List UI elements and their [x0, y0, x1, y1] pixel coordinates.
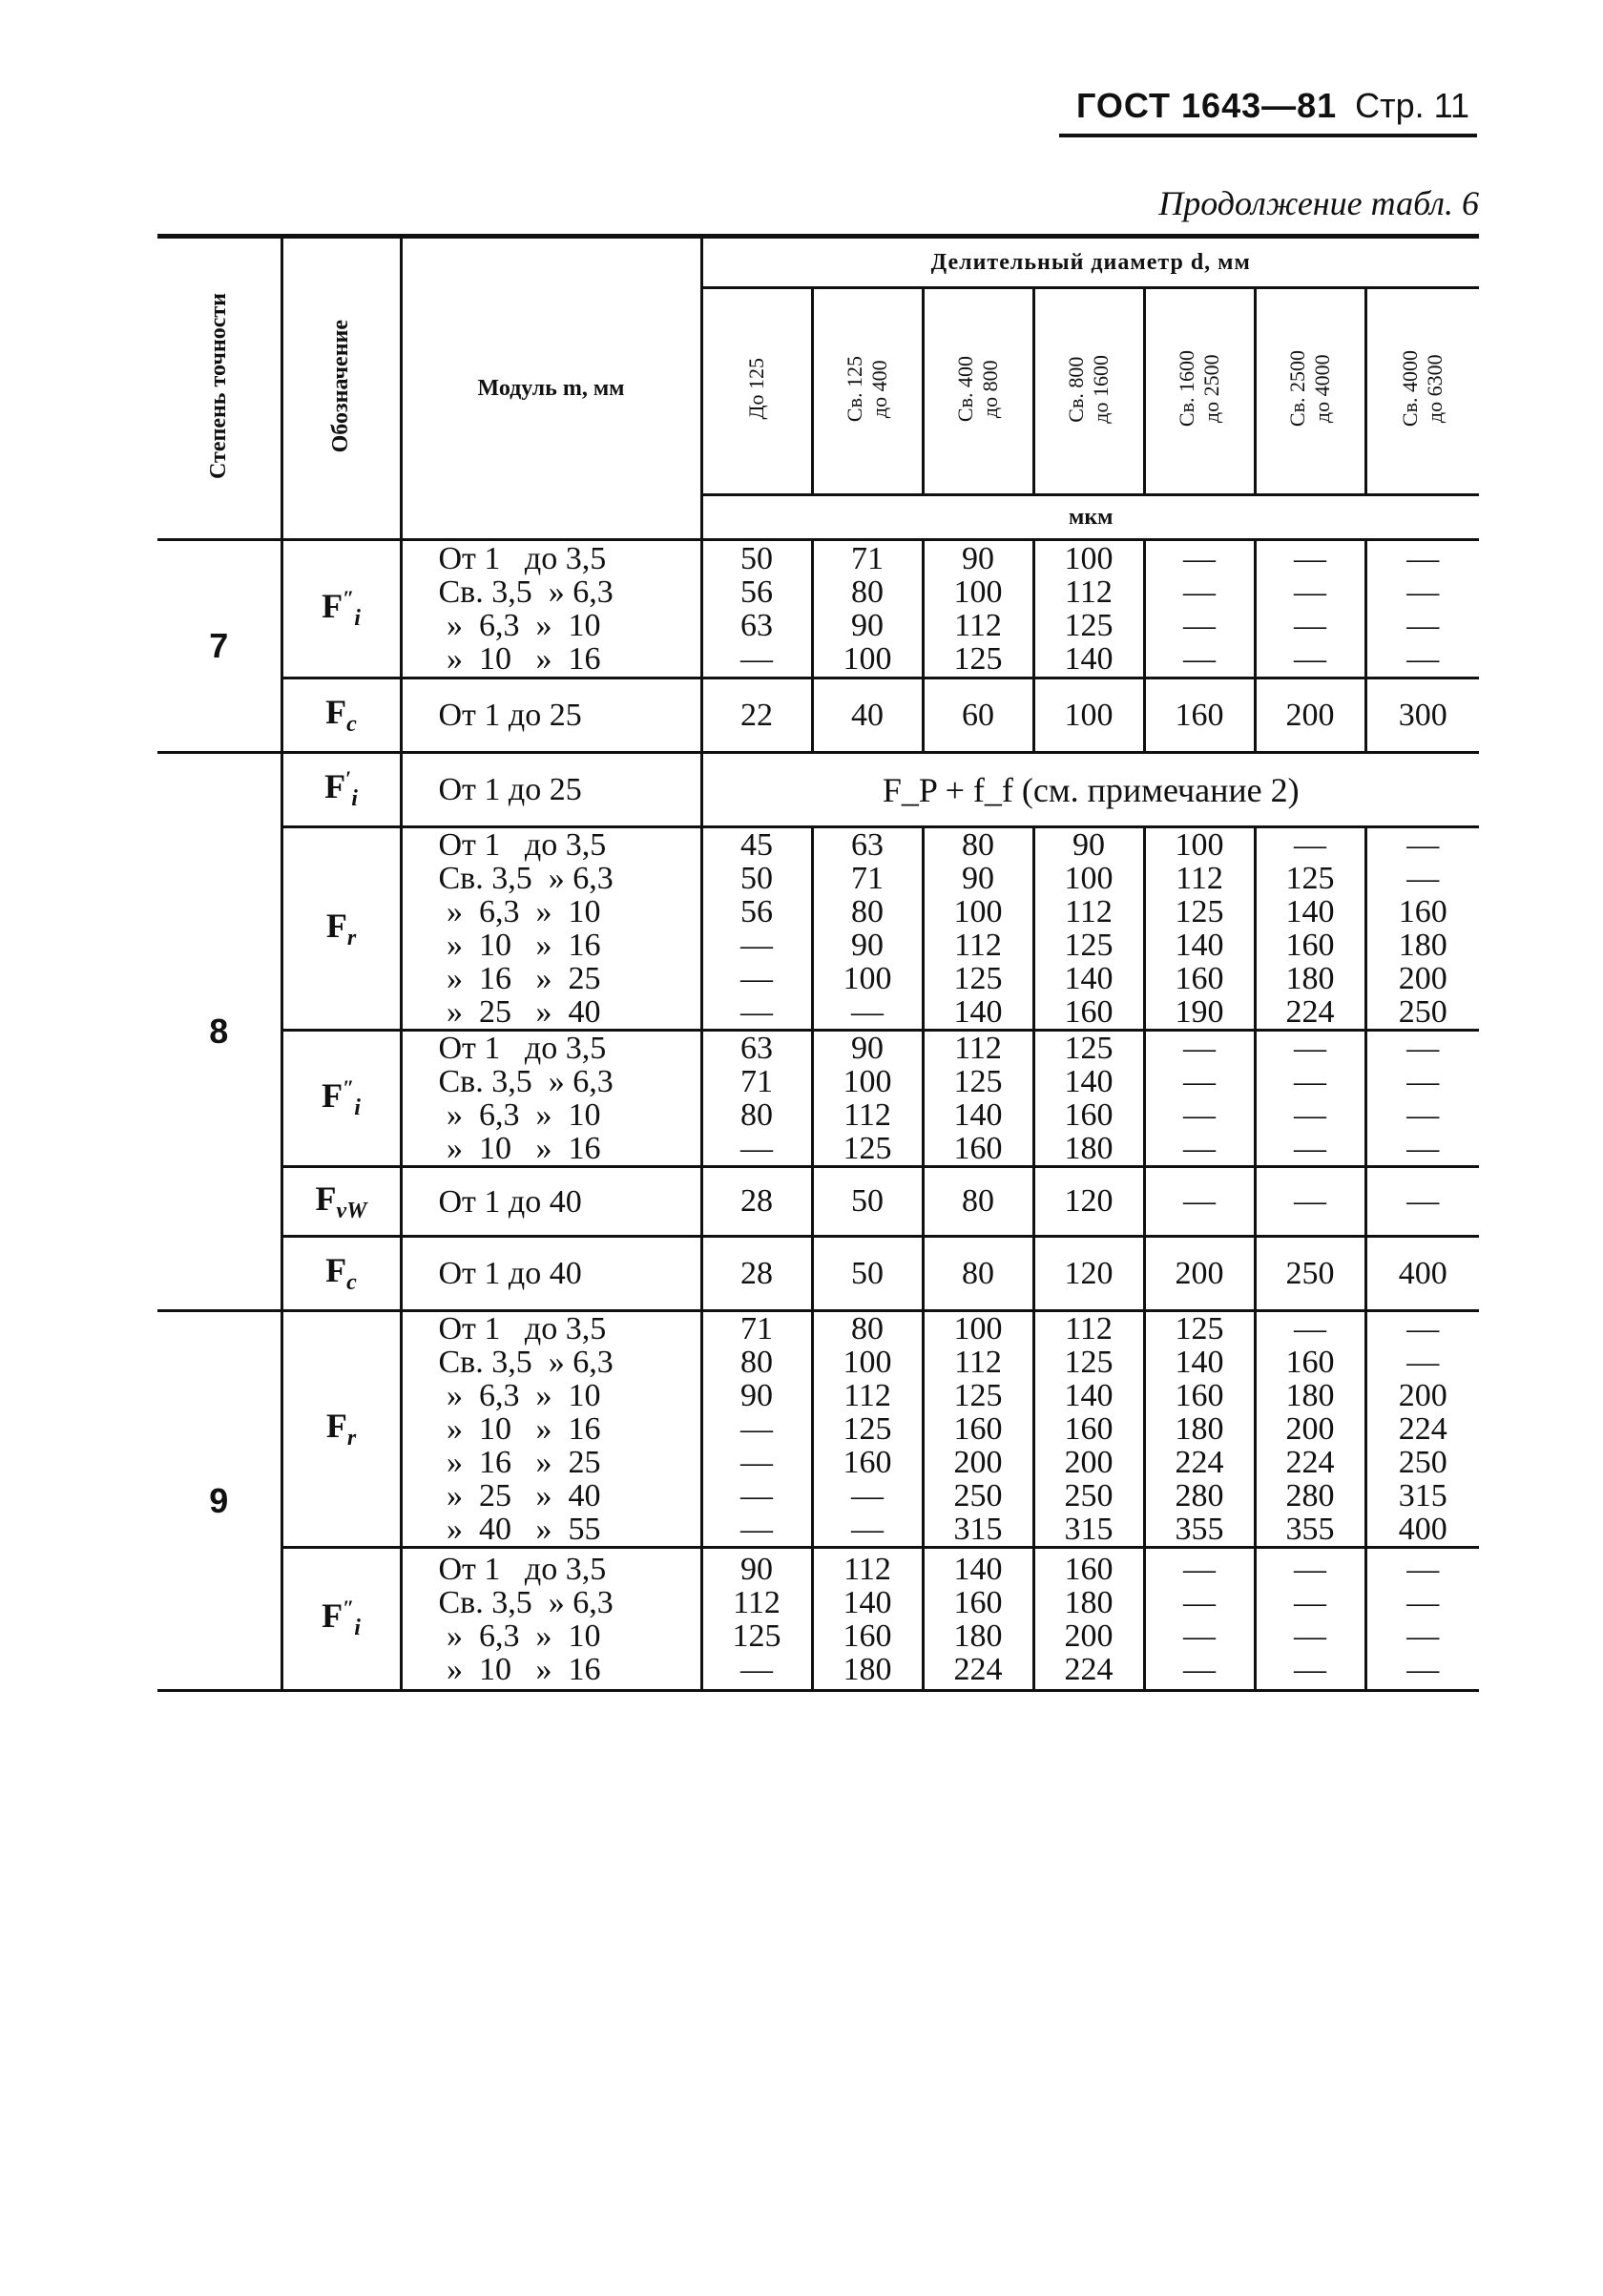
table-row — [157, 827, 1479, 1031]
grade-cell: 8 — [157, 753, 281, 1311]
value-cell: 40 — [812, 678, 923, 753]
module-cell: От 1 до 3,5 Св. 3,5 » 6,3 » 6,3 » 10 » 10 » 16 » 16 » 25 » 25 » 40 — [401, 827, 701, 1031]
symbol-subscript: i — [351, 786, 358, 812]
value-cell: 63 71 80 — — [701, 1031, 812, 1167]
value-cell: 112 140 160 180 — [812, 1548, 923, 1691]
value-cell: 120 — [1033, 1237, 1144, 1311]
symbol-base: F — [325, 906, 347, 945]
symbol-subscript: vW — [336, 1199, 367, 1224]
module-cell: От 1 до 3,5 Св. 3,5 » 6,3 » 6,3 » 10 » 10 » 16 — [401, 1548, 701, 1691]
value-cell: — 125 140 160 180 224 — [1255, 827, 1365, 1031]
symbol-base: F — [325, 1251, 347, 1290]
diameter-col-5: Св. 1600 до 2500 — [1144, 288, 1255, 495]
module-cell: От 1 до 3,5 Св. 3,5 » 6,3 » 6,3 » 10 » 10 » 16 — [401, 540, 701, 678]
symbol-base: F — [325, 1407, 347, 1446]
value-cell: 125 140 160 180 — [1033, 1031, 1144, 1167]
symbol-subscript: i — [354, 606, 361, 632]
module-cell: От 1 до 25 — [401, 678, 701, 753]
value-cell: 100 112 125 140 160 190 — [1144, 827, 1255, 1031]
symbol-base: F — [322, 586, 344, 625]
value-cell: 50 — [812, 1167, 923, 1237]
table-row — [157, 678, 1479, 753]
diameter-col-2: Св. 125 до 400 — [812, 288, 923, 495]
symbol-header: Обозначение — [281, 237, 401, 540]
value-cell: — — [1144, 1167, 1255, 1237]
symbol-cell — [281, 1237, 401, 1311]
value-cell: — — — — — [1144, 540, 1255, 678]
table-row — [157, 753, 1479, 827]
value-cell: 100 — [1033, 678, 1144, 753]
diameter-col-4: Св. 800 до 1600 — [1033, 288, 1144, 495]
symbol-subscript: r — [346, 926, 357, 951]
header-row — [157, 237, 1479, 288]
value-cell: — — [1365, 1167, 1479, 1237]
value-cell: — — 200 224 250 315 400 — [1365, 1311, 1479, 1548]
symbol-base: F — [322, 1075, 344, 1115]
value-cell: 100 112 125 160 200 250 315 — [923, 1311, 1033, 1548]
value-cell: 50 56 63 — — [701, 540, 812, 678]
symbol-subscript: i — [354, 1096, 361, 1121]
value-cell: 80 — [923, 1167, 1033, 1237]
value-cell: — — — — — [1255, 540, 1365, 678]
value-cell: 80 90 100 112 125 140 — [923, 827, 1033, 1031]
table-row — [157, 1031, 1479, 1167]
value-cell: 90 100 112 125 140 160 — [1033, 827, 1144, 1031]
value-cell: — 160 180 200 224 280 355 — [1255, 1311, 1365, 1548]
value-cell: — — — — — [1365, 540, 1479, 678]
value-cell: 300 — [1365, 678, 1479, 753]
table-row — [157, 1237, 1479, 1311]
table-row — [157, 1548, 1479, 1691]
table-row — [157, 540, 1479, 678]
value-cell: 80 — [923, 1237, 1033, 1311]
module-header: Модуль m, мм — [401, 237, 701, 540]
symbol-prime: ″ — [343, 1596, 355, 1620]
value-cell: 50 — [812, 1237, 923, 1311]
value-cell: 200 — [1255, 678, 1365, 753]
value-cell: — — — — — [1365, 1548, 1479, 1691]
units-label: мкм — [701, 495, 1479, 540]
symbol-cell — [281, 1167, 401, 1237]
value-cell: 112 125 140 160 — [923, 1031, 1033, 1167]
symbol-cell — [281, 1311, 401, 1548]
value-cell: 125 140 160 180 224 280 355 — [1144, 1311, 1255, 1548]
value-cell: 140 160 180 224 — [923, 1548, 1033, 1691]
value-cell: 80 100 112 125 160 — — — [812, 1311, 923, 1548]
grade-cell: 9 — [157, 1311, 281, 1691]
symbol-base: F — [324, 767, 346, 806]
value-cell: 90 100 112 125 — [923, 540, 1033, 678]
diameter-col-7: Св. 4000 до 6300 — [1398, 350, 1447, 428]
page-number: Стр. 11 — [1355, 86, 1469, 125]
table-caption: Продолжение табл. 6 — [1158, 184, 1479, 222]
value-cell: 71 80 90 100 — [812, 540, 923, 678]
symbol-subscript: c — [346, 1270, 357, 1296]
diameter-col-1: До 125 — [701, 288, 812, 495]
value-cell: — — [1255, 1167, 1365, 1237]
value-cell: — — — — — [1255, 1031, 1365, 1167]
value-cell: 60 — [923, 678, 1033, 753]
page-header — [1059, 76, 1477, 137]
value-cell: 22 — [701, 678, 812, 753]
symbol-cell — [281, 1548, 401, 1691]
value-cell: 100 112 125 140 — [1033, 540, 1144, 678]
grade-header: Степень точности — [157, 237, 281, 540]
symbol-cell — [281, 540, 401, 678]
symbol-prime: ″ — [343, 585, 355, 610]
module-cell: От 1 до 25 — [401, 753, 701, 827]
module-cell: От 1 до 3,5 Св. 3,5 » 6,3 » 6,3 » 10 » 10 » 16 » 16 » 25 » 25 » 40 » 40 » 55 — [401, 1311, 701, 1548]
standard-number: ГОСТ 1643—81 — [1076, 86, 1338, 125]
diameter-col-3: Св. 400 до 800 — [923, 288, 1033, 495]
symbol-prime: ″ — [343, 1075, 355, 1099]
value-cell: 45 50 56 — — — — [701, 827, 812, 1031]
value-cell: — — — — — [1144, 1548, 1255, 1691]
value-cell: — — — — — [1365, 1031, 1479, 1167]
symbol-base: F — [322, 1597, 344, 1636]
module-cell: От 1 до 40 — [401, 1167, 701, 1237]
symbol-cell — [281, 678, 401, 753]
formula-cell: F_P + f_f (см. примечание 2) — [701, 753, 1479, 827]
value-cell: 112 125 140 160 200 250 315 — [1033, 1311, 1144, 1548]
value-cell: 63 71 80 90 100 — — [812, 827, 923, 1031]
value-cell: 400 — [1365, 1237, 1479, 1311]
table-body — [157, 237, 1479, 1691]
value-cell: 120 — [1033, 1167, 1144, 1237]
value-cell: 28 — [701, 1237, 812, 1311]
diameter-col-6: Св. 2500 до 4000 — [1255, 288, 1365, 495]
value-cell: — — — — — [1255, 1548, 1365, 1691]
symbol-base: F — [325, 693, 347, 732]
grade-cell: 7 — [157, 540, 281, 753]
module-cell: От 1 до 3,5 Св. 3,5 » 6,3 » 6,3 » 10 » 10 » 16 — [401, 1031, 701, 1167]
value-cell: 200 — [1144, 1237, 1255, 1311]
diameter-group-header: Делительный диаметр d, мм — [701, 237, 1479, 288]
symbol-prime: ′ — [345, 766, 352, 791]
symbol-subscript: i — [354, 1616, 361, 1641]
value-cell: — — — — — [1144, 1031, 1255, 1167]
value-cell: 160 180 200 224 — [1033, 1548, 1144, 1691]
value-cell: 90 100 112 125 — [812, 1031, 923, 1167]
value-cell: — — 160 180 200 250 — [1365, 827, 1479, 1031]
symbol-subscript: c — [346, 712, 357, 738]
module-cell: От 1 до 40 — [401, 1237, 701, 1311]
value-cell: 71 80 90 — — — — — [701, 1311, 812, 1548]
tolerance-table — [157, 234, 1479, 1692]
table-row — [157, 1167, 1479, 1237]
value-cell: 250 — [1255, 1237, 1365, 1311]
value-cell: 160 — [1144, 678, 1255, 753]
value-cell: 90 112 125 — — [701, 1548, 812, 1691]
symbol-cell — [281, 827, 401, 1031]
symbol-cell — [281, 753, 401, 827]
symbol-cell — [281, 1031, 401, 1167]
value-cell: 28 — [701, 1167, 812, 1237]
table-row — [157, 1311, 1479, 1548]
symbol-subscript: r — [346, 1426, 357, 1451]
symbol-base: F — [315, 1179, 337, 1218]
